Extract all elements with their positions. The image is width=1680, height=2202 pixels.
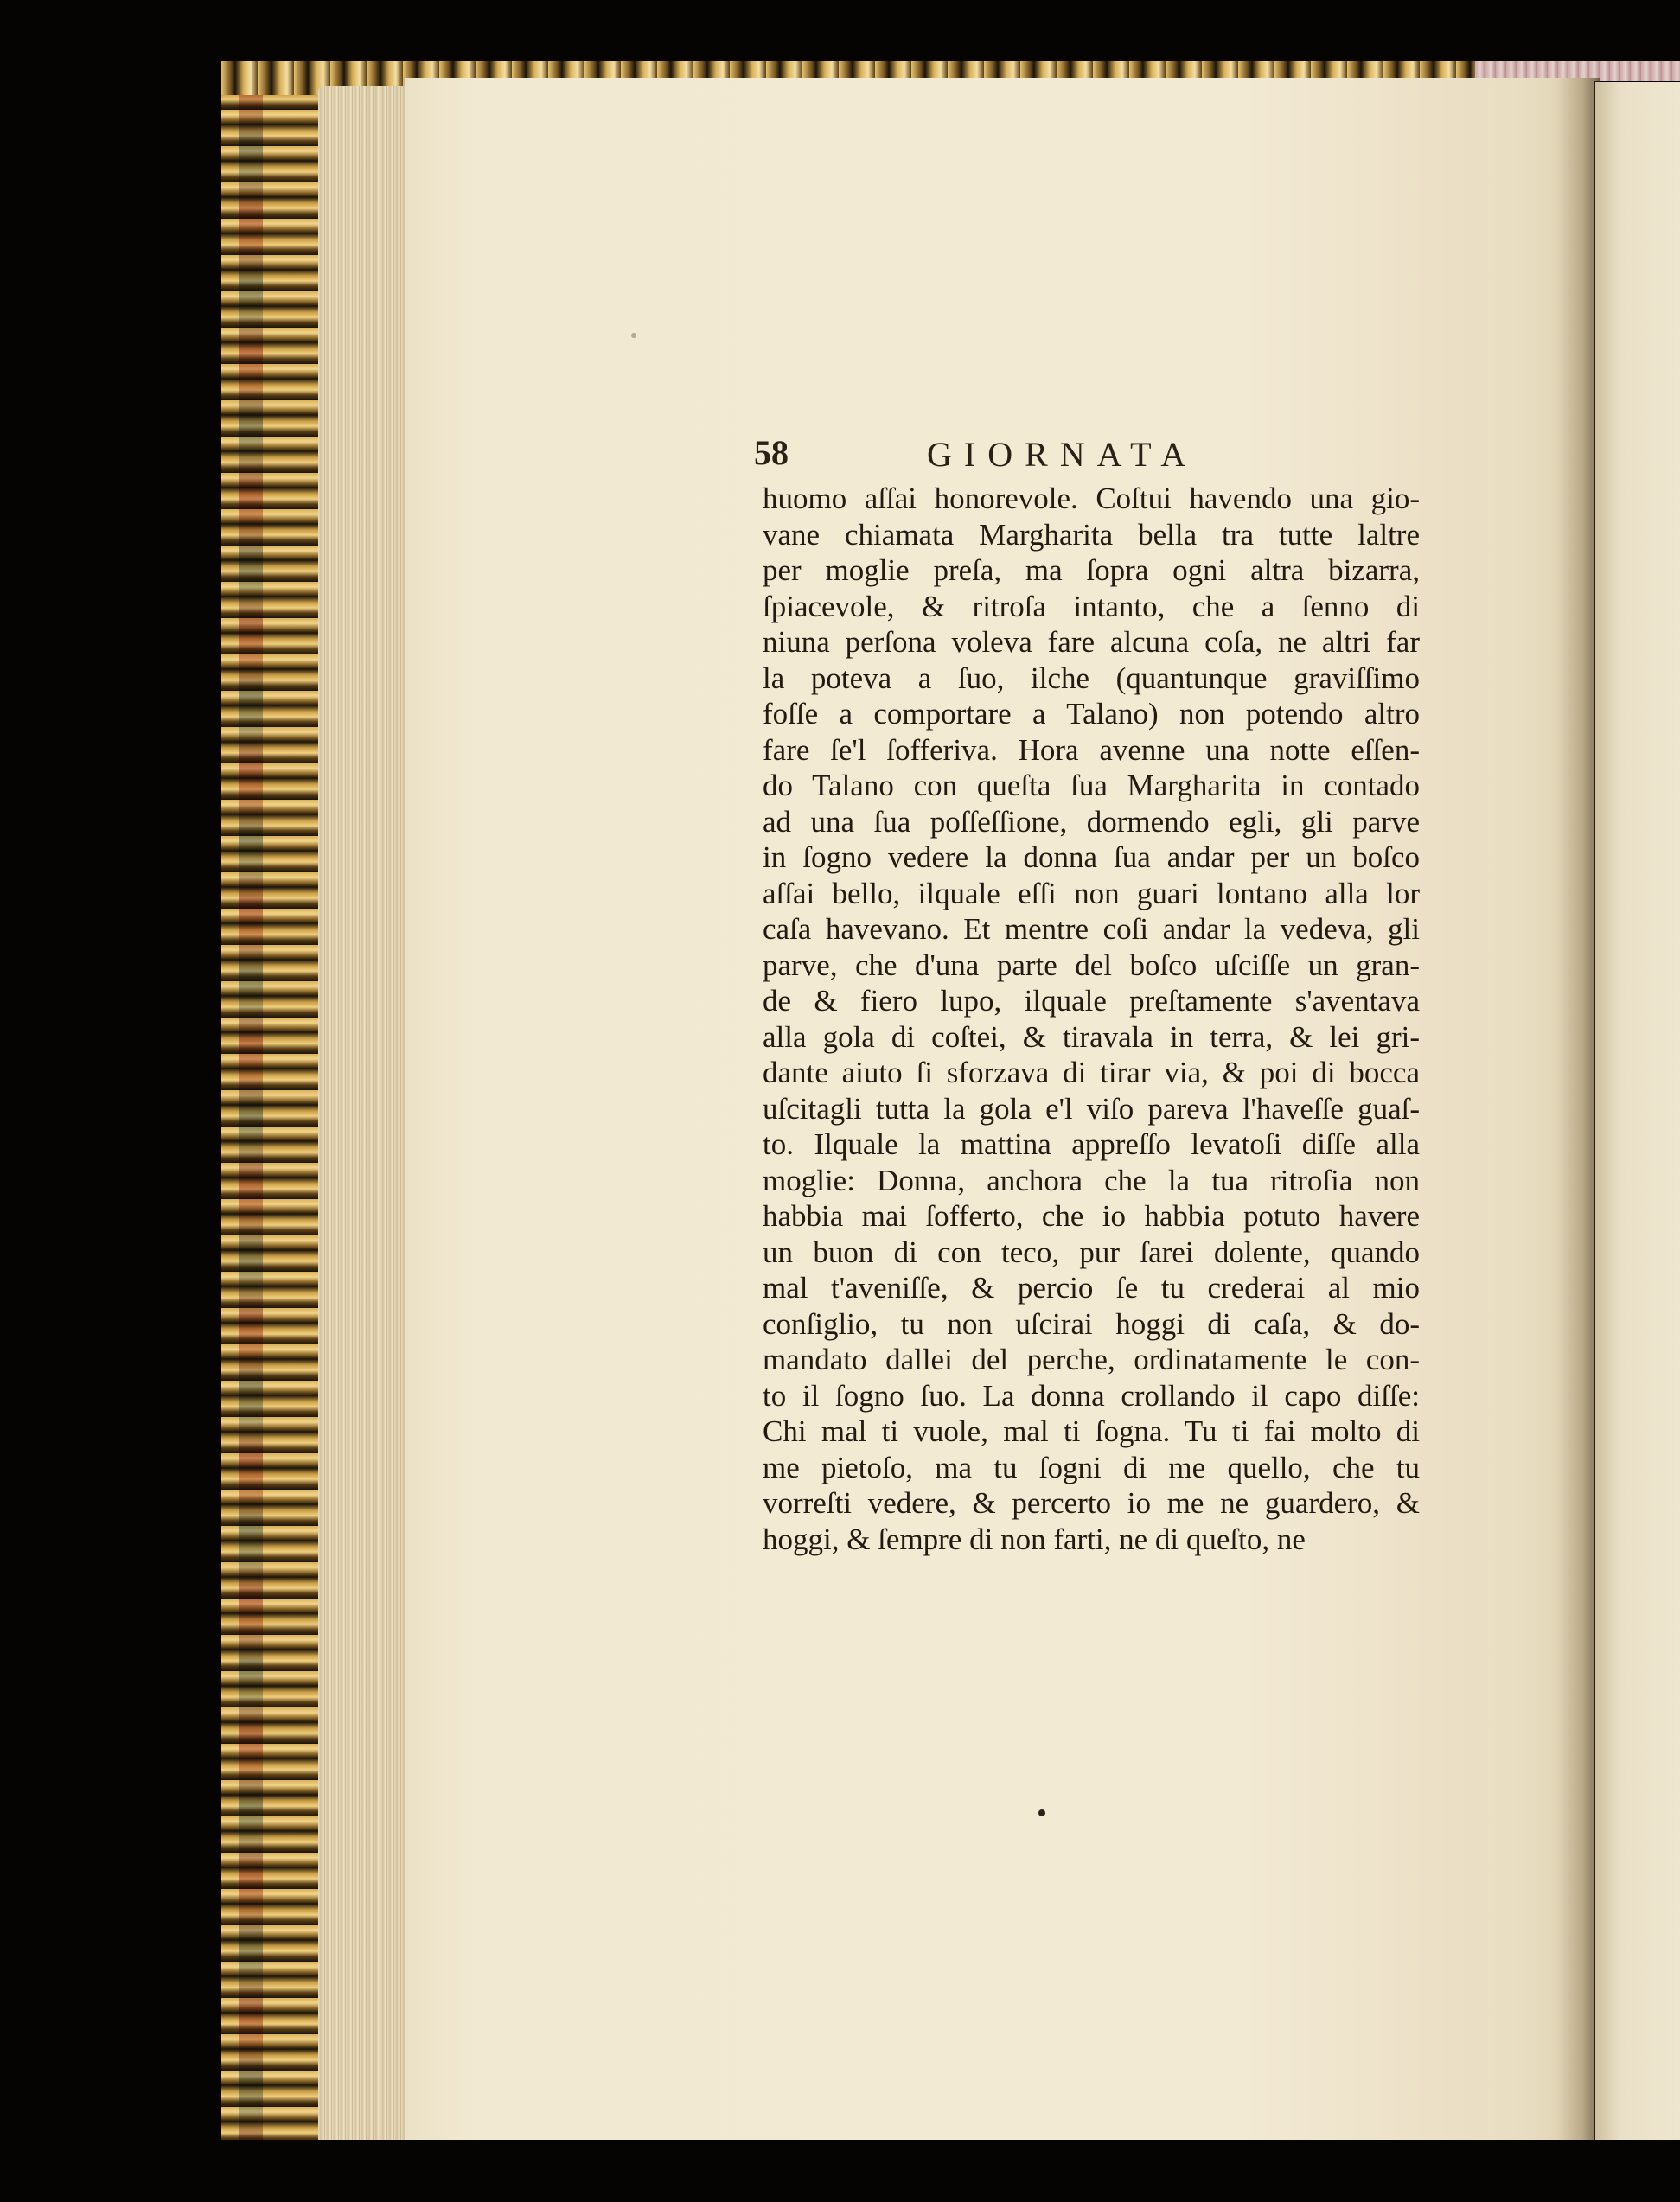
text-line: me pietoſo, ma tu ſogni di me quello, che tu [763, 1450, 1420, 1484]
page-gutter [1556, 78, 1600, 2144]
text-line: uſcitagli tutta la gola e'l viſo pareva l'haveſſe guaſ- [763, 1091, 1420, 1126]
text-line: fare ſe'l ſofferiva. Hora avenne una notte eſſen- [763, 732, 1420, 767]
text-line: foſſe a comportare a Talano) non potendo altro [763, 697, 1420, 731]
text-line: mal t'aveniſſe, & percio ſe tu crederai al mio [763, 1271, 1420, 1305]
text-line: vorreſti vedere, & percerto io me ne guardero, & [763, 1486, 1420, 1520]
text-line: de & fiero lupo, ilquale preſtamente s'aventava [763, 984, 1420, 1018]
text-line: to. Ilquale la mattina appreſſo levatoſi diſſe alla [763, 1127, 1420, 1161]
running-head-title: GIORNATA [927, 435, 1198, 474]
text-line: ſpiacevole, & ritroſa intanto, che a ſenno di [763, 589, 1420, 623]
text-line: caſa havevano. Et mentre coſi andar la vedeva, gli [763, 912, 1420, 946]
text-line: niuna perſona voleva fare alcuna coſa, ne altri far [763, 625, 1420, 659]
text-line: ad una ſua poſſeſſione, dormendo egli, gli parve [763, 804, 1420, 839]
background-bottom [221, 2140, 1680, 2202]
text-line: huomo aſſai honorevole. Coſtui havendo una gio- [763, 482, 1420, 515]
book-spine-gilt-edge [221, 73, 321, 2140]
text-line: habbia mai ſofferto, che io habbia potuto havere [763, 1199, 1420, 1233]
running-head [754, 432, 1238, 484]
text-line: in ſogno vedere la donna ſua andar per un boſco [763, 840, 1420, 874]
text-line: alla gola di coſtei, & tiravala in terra, & lei gri- [763, 1019, 1420, 1054]
text-line: hoggi, & ſempre di non farti, ne di queſto, ne [763, 1522, 1306, 1556]
text-line: un buon di con teco, pur ſarei dolente, quando [763, 1235, 1420, 1269]
text-line: la poteva a ſuo, ilche (quantunque graviſſimo [763, 661, 1420, 695]
text-line: moglie: Donna, anchora che la tua ritroſia non [763, 1163, 1420, 1197]
body-text [763, 481, 1420, 1557]
facing-page-edge [1595, 82, 1680, 2140]
text-line: vane chiamata Margharita bella tra tutte laltre [763, 517, 1420, 552]
text-line: parve, che d'una parte del boſco uſciſſe un gran- [763, 948, 1420, 982]
text-line: aſſai bello, ilquale eſſi non guari lontano alla lor [763, 876, 1420, 910]
text-line: per moglie preſa, ma ſopra ogni altra bizarra, [763, 553, 1420, 587]
text-line: do Talano con queſta ſua Margharita in contado [763, 769, 1420, 802]
paper-speck [631, 333, 636, 338]
page-number: 58 [754, 433, 789, 472]
text-line: mandato dallei del perche, ordinatamente le con- [763, 1343, 1420, 1376]
text-line: dante aiuto ſi sforzava di tirar via, & poi di bocca [763, 1056, 1420, 1089]
text-line: conſiglio, tu non uſcirai hoggi di caſa, & do- [763, 1306, 1420, 1341]
text-line: to il ſogno ſuo. La donna crollando il capo diſſe: [763, 1378, 1420, 1413]
page-edges [318, 86, 405, 2144]
signature-dot [1038, 1809, 1045, 1816]
text-line: Chi mal ti vuole, mal ti ſogna. Tu ti fai molto di [763, 1414, 1420, 1448]
